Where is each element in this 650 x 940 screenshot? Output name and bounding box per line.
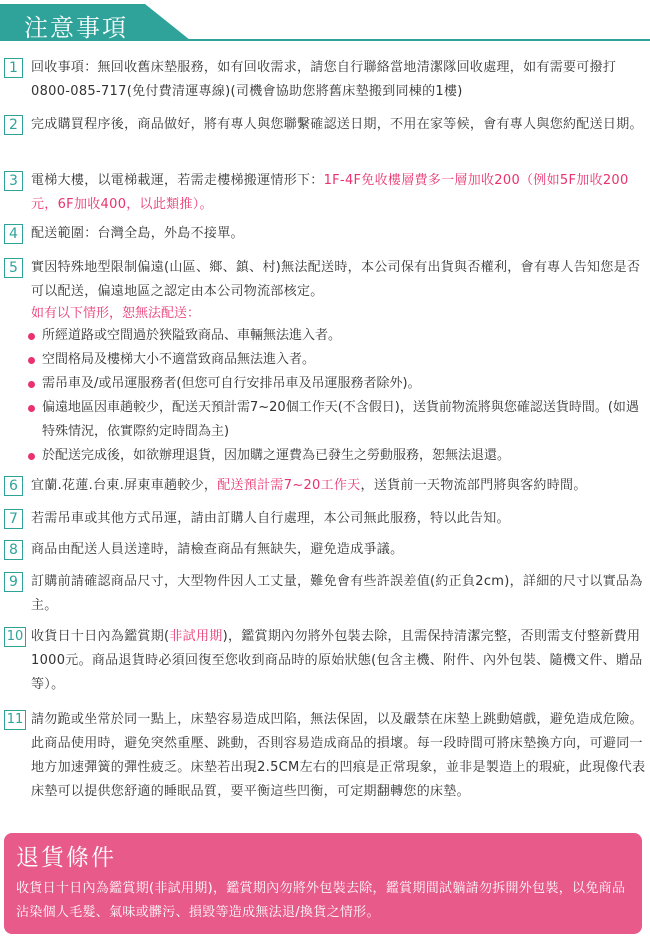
list-item: 偏遠地區因車趟較少，配送天預計需7~20個工作天(不含假日)，送貨前物流將與您確認送貨時間。(如遇特殊情況，依實際約定時間為主) — [26, 396, 646, 444]
notice-item-9 — [4, 570, 646, 618]
list-item: 空間格局及樓梯大小不適當致商品無法進入者。 — [26, 348, 646, 372]
notice-item-3 — [4, 169, 646, 217]
notice-item-4 — [4, 222, 646, 246]
returns-panel — [4, 833, 642, 934]
item-text: 商品由配送人員送達時，請檢查商品有無缺失，避免造成爭議。 — [31, 542, 404, 557]
item-number: 7 — [4, 509, 23, 529]
item-text: 訂購前請確認商品尺寸，大型物件因人工丈量，難免會有些許誤差值(約正負2cm)，詳細的尺寸以實品為主。 — [31, 574, 643, 613]
item-text-normal: 電梯大樓，以電梯載運，若需走樓梯搬運情形下： — [31, 173, 324, 188]
page-title: 注意事項 — [24, 14, 128, 42]
page-header — [0, 0, 650, 44]
item-number: 10 — [4, 627, 26, 647]
item-number: 3 — [4, 171, 23, 191]
restrictions-heading: 如有以下情形，恕無法配送： — [31, 306, 201, 321]
restrictions-list — [26, 324, 646, 468]
item-number: 1 — [4, 58, 23, 78]
list-item: 於配送完成後，如欲辦理退貨，因加購之運費為已發生之勞動服務，恕無法退還。 — [26, 444, 646, 468]
item-text: 配送範圍：台灣全島，外島不接單。 — [31, 226, 244, 241]
notice-item-5 — [4, 256, 646, 304]
item-text: 收貨日十日內為鑑賞期(非試用期)，鑑賞期內勿將外包裝去除，且需保持清潔完整，否則需支付整新費用1000元。商品退貨時必須回復至您收到商品時的原始狀態(包含主機、附件、內外包裝、隨機文件、贈品等）。 — [31, 629, 643, 692]
bullet-dot-icon — [28, 333, 35, 340]
item-number: 8 — [4, 540, 23, 560]
returns-title: 退貨條件 — [16, 845, 116, 871]
bullet-dot-icon — [28, 453, 35, 460]
notice-item-6 — [4, 474, 646, 498]
list-item: 需吊車及/或吊運服務者(但您可自行安排吊車及吊運服務者除外)。 — [26, 372, 646, 396]
notice-item-11 — [4, 708, 646, 804]
notice-item-10 — [4, 625, 646, 697]
item-number: 11 — [4, 710, 26, 730]
item-text: 回收事項：無回收舊床墊服務，如有回收需求，請您自行聯絡當地清潔隊回收處理，如有需要可撥打0800-085-717(免付費清運專線)(司機會協助您將舊床墊搬到同棟的1樓) — [31, 60, 617, 99]
item-text: 若需吊車或其他方式吊運，請由訂購人自行處理，本公司無此服務，特以此告知。 — [31, 511, 510, 526]
item-number: 9 — [4, 572, 23, 592]
item-number: 2 — [4, 115, 23, 135]
delivery-time-note: 配送預計需7~20工作天 — [217, 478, 361, 493]
item-text: 實因特殊地型限制偏遠(山區、鄉、鎮、村)無法配送時，本公司保有出貨與否權利，會有專人告知您是否可以配送，偏遠地區之認定由本公司物流部核定。 — [31, 260, 641, 299]
not-trial-note: 非試用期 — [169, 629, 223, 644]
item-text — [31, 169, 646, 217]
bullet-dot-icon — [28, 405, 35, 412]
returns-text: 收貨日十日內為鑑賞期(非試用期)，鑑賞期內勿將外包裝去除，鑑賞期間試躺請勿拆開外包裝，以免商品沾染個人毛髮、氣味或髒污、損毀等造成無法退/換貨之情形。 — [16, 881, 626, 920]
notice-item-1 — [4, 56, 646, 104]
item-number: 6 — [4, 476, 23, 496]
item-text: 完成購買程序後，商品做好，將有專人與您聯繫確認送日期，不用在家等候，會有專人與您約配送日期。 — [31, 117, 643, 132]
notice-item-2 — [4, 113, 646, 137]
floor-fee-note: 1F-4F免收樓層費多一層加收200（例如5F加收200元，6F加收400，以此類推）。 — [31, 173, 629, 212]
item-text: 宜蘭.花蓮.台東.屏東車趟較少，配送預計需7~20工作天，送貨前一天物流部門將與客約時間。 — [31, 478, 587, 493]
list-item: 所經道路或空間過於狹隘致商品、車輛無法進入者。 — [26, 324, 646, 348]
item-text: 請勿跪或坐常於同一點上，床墊容易造成凹陷，無法保固，以及嚴禁在床墊上跳動嬉戲，避免造成危險。此商品使用時，避免突然重壓、跳動，否則容易造成商品的損壞。每一段時間可將床墊換方向，可避同一地方加速彈簧的彈性疲乏。床墊若出現2.5CM左右的凹痕是正常現象，並非是製造上的瑕疵，此現像代表床墊可以提供您舒適的睡眠品質，要平衡這些凹衡，可定期翻轉您的床墊。 — [31, 712, 646, 799]
notice-item-8 — [4, 538, 646, 562]
item-number: 5 — [4, 258, 23, 278]
bullet-dot-icon — [28, 381, 35, 388]
item-number: 4 — [4, 224, 23, 244]
notice-item-7 — [4, 507, 646, 531]
bullet-dot-icon — [28, 357, 35, 364]
